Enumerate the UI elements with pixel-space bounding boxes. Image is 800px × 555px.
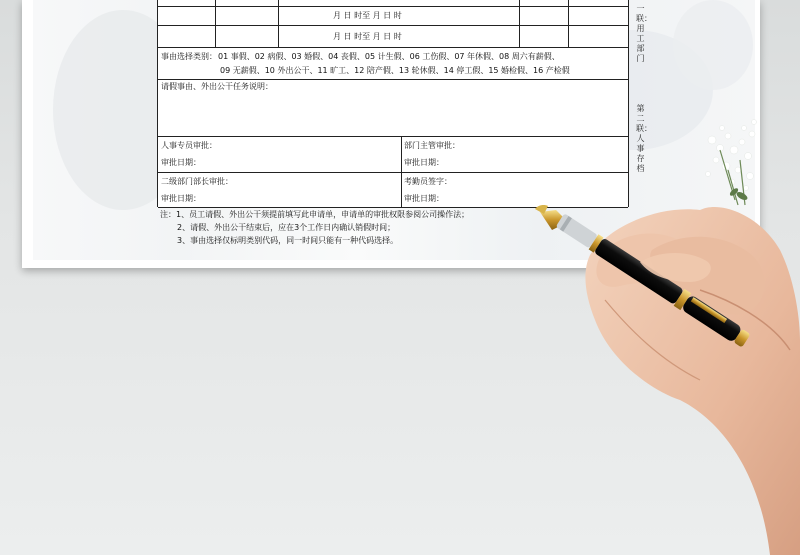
attendance-date-label: 审批日期： [404, 194, 444, 203]
second-dept-label: 二级部门部长审批： [161, 177, 233, 186]
reason-types-line-1: 01 事假、02 病假、03 婚假、04 丧假、05 计生假、06 工伤假、07 年休假、08 周六有薪假、 [218, 52, 560, 61]
reason-types-line-2: 09 无薪假、10 外出公干、11 旷工、12 陪产假、13 轮休假、14 停工假、15 婚检假、16 产检假 [220, 66, 570, 75]
note-3: 3、事由选择仅标明类别代码，同一时间只能有一种代码选择。 [177, 236, 399, 245]
hr-approval-label: 人事专员审批： [161, 141, 217, 150]
description-label: 请假事由、外出公干任务说明： [161, 82, 273, 91]
time-range-row-1: 月 日 时至 月 日 时 [333, 11, 402, 20]
note-2: 2、请假、外出公干结束后，应在3个工作日内确认销假时间； [177, 223, 396, 232]
attendance-sign-label: 考勤员签字： [404, 177, 452, 186]
reason-types-label: 事由选择类别： [161, 52, 217, 61]
dept-approval-label: 部门主管审批： [404, 141, 460, 150]
first-copy-label: 一联：用工部门 [636, 4, 652, 63]
dept-date-label: 审批日期： [404, 158, 444, 167]
time-range-row-2: 月 日 时至 月 日 时 [333, 32, 402, 41]
hr-date-label: 审批日期： [161, 158, 201, 167]
second-copy-label: 第二联：人事存档 [636, 104, 652, 173]
leave-application-form [157, 0, 629, 207]
note-1: 注：1、员工请假、外出公干须提前填写此申请单，申请单的审批权限参阅公司操作法； [160, 210, 470, 219]
second-date-label: 审批日期： [161, 194, 201, 203]
notes-block [160, 208, 469, 247]
